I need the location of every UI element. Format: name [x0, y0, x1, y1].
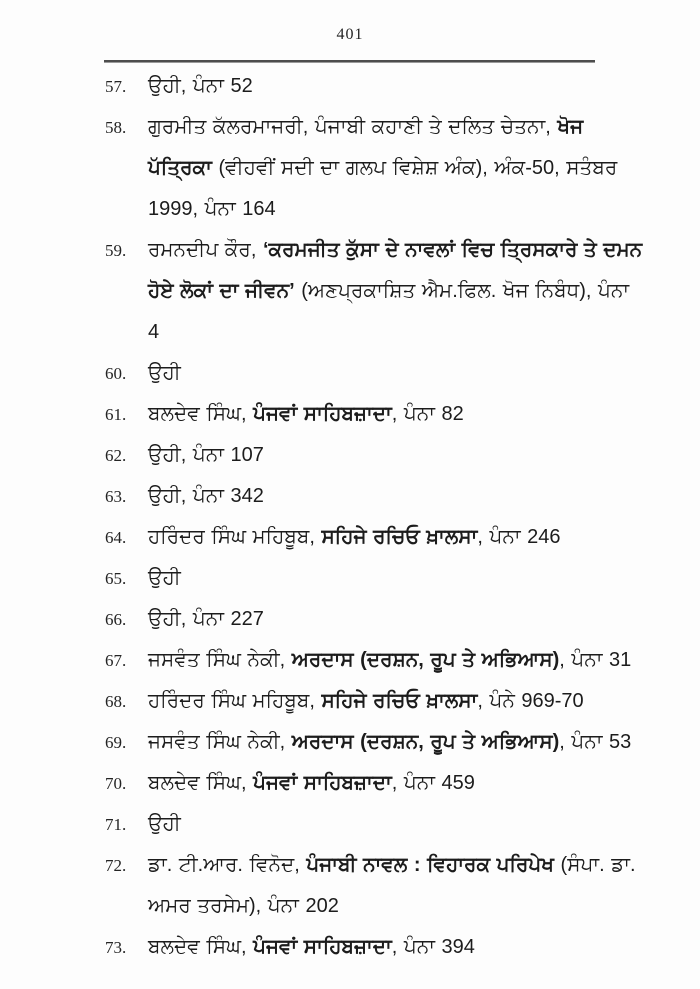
- page-number: 401: [336, 26, 364, 43]
- reference-item: [105, 599, 645, 640]
- reference-text-segment: ਉਹੀ: [148, 362, 181, 384]
- reference-list: [105, 66, 645, 968]
- reference-text: [148, 517, 645, 558]
- reference-text: [148, 394, 645, 435]
- reference-item: [105, 722, 645, 763]
- reference-number: 61.: [105, 405, 127, 424]
- reference-text-segment: , ਪੰਨਾ 459: [391, 772, 475, 794]
- reference-text: [148, 353, 645, 394]
- reference-text-segment: ਜਸਵੰਤ ਸਿੰਘ ਨੇਕੀ,: [148, 649, 292, 671]
- reference-number: 67.: [105, 651, 127, 670]
- reference-text-segment: ਉਹੀ: [148, 567, 181, 589]
- reference-item: [105, 763, 645, 804]
- reference-text-segment: ਰਮਨਦੀਪ ਕੌਰ,: [148, 239, 263, 261]
- reference-item: [105, 927, 645, 968]
- reference-text-segment: ਉਹੀ: [148, 813, 181, 835]
- reference-text: [148, 722, 645, 763]
- reference-text: [148, 845, 645, 927]
- reference-text: [148, 763, 645, 804]
- reference-item: [105, 640, 645, 681]
- reference-title-bold: ‘ਕਰਮਜੀਤ ਕੁੱਸਾ ਦੇ ਨਾਵਲਾਂ ਵਿਚ ਤ੍ਰਿਸਕਾਰੇ ਤੇ ਦਮਨ ਹੋਏ ਲੋਕਾਂ ਦਾ ਜੀਵਨ’: [148, 239, 643, 302]
- reference-title-bold: ਪੰਜਾਬੀ ਨਾਵਲ : ਵਿਹਾਰਕ ਪਰਿਪੇਖ: [306, 854, 554, 876]
- reference-text-segment: ਗੁਰਮੀਤ ਕੱਲਰਮਾਜਰੀ, ਪੰਜਾਬੀ ਕਹਾਣੀ ਤੇ ਦਲਿਤ ਚੇਤਨਾ,: [148, 116, 558, 138]
- reference-number: 58.: [105, 118, 127, 137]
- reference-item: [105, 66, 645, 107]
- reference-item: [105, 230, 645, 353]
- reference-text-segment: ਉਹੀ, ਪੰਨਾ 107: [148, 444, 264, 466]
- reference-number: 59.: [105, 241, 127, 260]
- reference-text-segment: ਹਰਿੰਦਰ ਸਿੰਘ ਮਹਿਬੂਬ,: [148, 526, 322, 548]
- reference-text-segment: , ਪੰਨਾ 394: [391, 936, 475, 958]
- reference-title-bold: ਅਰਦਾਸ (ਦਰਸ਼ਨ, ਰੂਪ ਤੇ ਅਭਿਆਸ): [291, 649, 560, 671]
- reference-text: [148, 599, 645, 640]
- reference-number: 62.: [105, 446, 127, 465]
- reference-text-segment: ਉਹੀ, ਪੰਨਾ 227: [148, 608, 264, 630]
- reference-text: [148, 230, 645, 353]
- reference-text-segment: (ਅਣਪ੍ਰਕਾਸ਼ਿਤ ਐਮ.ਫਿਲ. ਖੋਜ ਨਿਬੰਧ), ਪੰਨਾ 4: [148, 280, 630, 343]
- reference-number: 73.: [105, 938, 127, 957]
- reference-text-segment: ਡਾ. ਟੀ.ਆਰ. ਵਿਨੋਦ,: [148, 854, 307, 876]
- reference-number: 60.: [105, 364, 127, 383]
- reference-number: 71.: [105, 815, 127, 834]
- reference-item: [105, 845, 645, 927]
- reference-text: [148, 476, 645, 517]
- reference-text: [148, 927, 645, 968]
- reference-number: 65.: [105, 569, 127, 588]
- reference-text: [148, 681, 645, 722]
- reference-item: [105, 804, 645, 845]
- reference-text: [148, 107, 645, 230]
- reference-item: [105, 681, 645, 722]
- reference-text-segment: ਜਸਵੰਤ ਸਿੰਘ ਨੇਕੀ,: [148, 731, 292, 753]
- reference-number: 57.: [105, 77, 127, 96]
- reference-item: [105, 476, 645, 517]
- reference-text-segment: ਉਹੀ, ਪੰਨਾ 342: [148, 485, 264, 507]
- reference-text-segment: , ਪੰਨਾ 246: [477, 526, 561, 548]
- reference-item: [105, 435, 645, 476]
- reference-number: 68.: [105, 692, 127, 711]
- reference-text-segment: , ਪੰਨੇ 969-70: [477, 690, 584, 712]
- reference-text-segment: , ਪੰਨਾ 31: [559, 649, 632, 671]
- reference-number: 70.: [105, 774, 127, 793]
- reference-item: [105, 353, 645, 394]
- reference-item: [105, 517, 645, 558]
- reference-number: 63.: [105, 487, 127, 506]
- reference-item: [105, 558, 645, 599]
- reference-text: [148, 640, 645, 681]
- reference-text: [148, 558, 645, 599]
- reference-item: [105, 394, 645, 435]
- reference-text-segment: , ਪੰਨਾ 82: [391, 403, 464, 425]
- reference-text-segment: ਬਲਦੇਵ ਸਿੰਘ,: [148, 936, 254, 958]
- reference-title-bold: ਪੰਜਵਾਂ ਸਾਹਿਬਜ਼ਾਦਾ: [253, 403, 392, 425]
- reference-text-segment: (ਸੰਪਾ. ਡਾ. ਅਮਰ ਤਰਸੇਮ), ਪੰਨਾ 202: [148, 854, 636, 917]
- reference-number: 69.: [105, 733, 127, 752]
- reference-title-bold: ਖੋਜ ਪੱਤ੍ਰਿਕਾ: [148, 116, 584, 179]
- reference-title-bold: ਸਹਿਜੇ ਰਚਿਓ ਖ਼ਾਲਸਾ: [321, 526, 478, 548]
- reference-title-bold: ਸਹਿਜੇ ਰਚਿਓ ਖ਼ਾਲਸਾ: [321, 690, 478, 712]
- header-rule: [104, 60, 595, 63]
- reference-title-bold: ਪੰਜਵਾਂ ਸਾਹਿਬਜ਼ਾਦਾ: [253, 772, 392, 794]
- reference-text-segment: ਹਰਿੰਦਰ ਸਿੰਘ ਮਹਿਬੂਬ,: [148, 690, 322, 712]
- reference-item: [105, 107, 645, 230]
- reference-text: [148, 66, 645, 107]
- reference-number: 66.: [105, 610, 127, 629]
- reference-title-bold: ਅਰਦਾਸ (ਦਰਸ਼ਨ, ਰੂਪ ਤੇ ਅਭਿਆਸ): [291, 731, 560, 753]
- reference-title-bold: ਪੰਜਵਾਂ ਸਾਹਿਬਜ਼ਾਦਾ: [253, 936, 392, 958]
- reference-text: [148, 804, 645, 845]
- reference-number: 72.: [105, 856, 127, 875]
- reference-text-segment: ਬਲਦੇਵ ਸਿੰਘ,: [148, 772, 254, 794]
- reference-text-segment: ਉਹੀ, ਪੰਨਾ 52: [148, 75, 253, 97]
- reference-text-segment: , ਪੰਨਾ 53: [559, 731, 632, 753]
- reference-text: [148, 435, 645, 476]
- reference-number: 64.: [105, 528, 127, 547]
- reference-text-segment: (ਵੀਹਵੀਂ ਸਦੀ ਦਾ ਗਲਪ ਵਿਸ਼ੇਸ਼ ਅੰਕ), ਅੰਕ-50, ਸਤੰਬਰ 1999, ਪੰਨਾ 164: [148, 157, 618, 220]
- reference-text-segment: ਬਲਦੇਵ ਸਿੰਘ,: [148, 403, 254, 425]
